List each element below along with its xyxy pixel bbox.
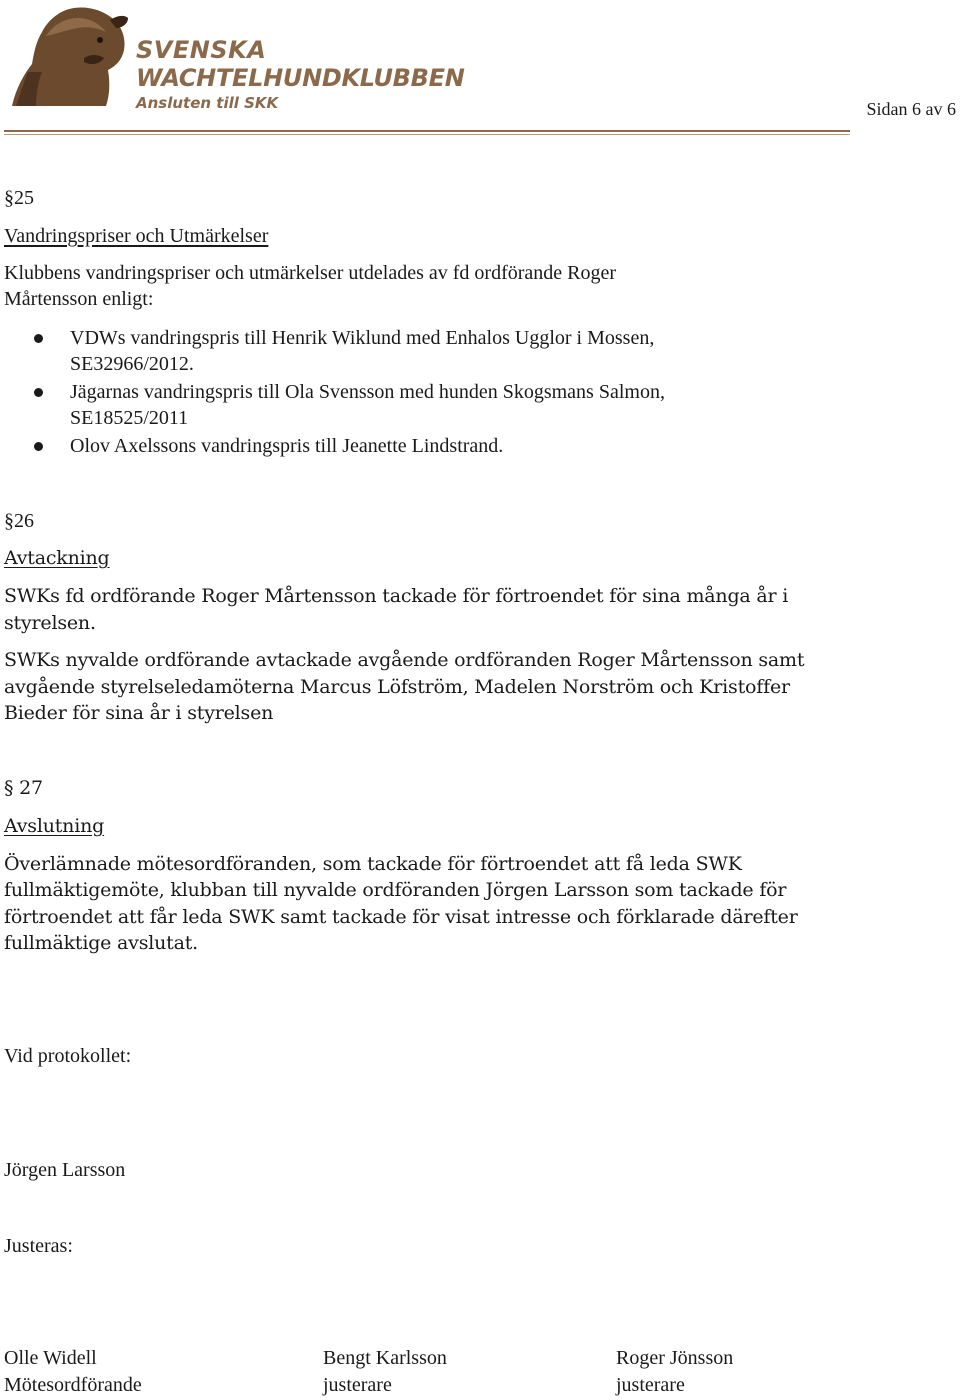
signer-role-3: justerare [616, 1374, 685, 1396]
signer-name-1: Olle Widell [4, 1347, 97, 1369]
section-26-para-1-line-2: styrelsen. [4, 612, 96, 634]
verified-label: Justeras: [4, 1235, 73, 1257]
section-heading-26: Avtackning [4, 547, 110, 569]
club-logo [6, 2, 476, 114]
header-divider [4, 130, 850, 132]
list-item-line-2: SE18525/2011 [70, 407, 189, 429]
section-25-intro-line-2: Mårtensson enligt: [4, 288, 154, 310]
section-27-para-1-line-2: fullmäktigemöte, klubban till nyvalde ordföranden Jörgen Larsson som tackade för [4, 879, 787, 901]
logo-text-club-name: WACHTELHUNDKLUBBEN [136, 64, 465, 92]
section-27-para-1-line-3: förtroendet att får leda SWK samt tackade för visat intresse och förklarade därefter [4, 906, 798, 928]
section-27-para-1-line-1: Överlämnade mötesordföranden, som tackade för förtroendet att få leda SWK [4, 853, 742, 875]
protocol-signer-name: Jörgen Larsson [4, 1159, 126, 1181]
bullet-icon [34, 388, 43, 397]
section-number-27: § 27 [4, 777, 43, 799]
logo-text-svenska: SVENSKA [136, 36, 267, 64]
section-27-para-1-line-4: fullmäktige avslutat. [4, 932, 199, 954]
signer-role-1: Mötesordförande [4, 1374, 142, 1396]
list-item-line-1: Olov Axelssons vandringspris till Jeanette Lindstrand. [70, 435, 504, 457]
bullet-icon [34, 334, 43, 343]
signer-name-3: Roger Jönsson [616, 1347, 734, 1369]
signer-name-2: Bengt Karlsson [323, 1347, 447, 1369]
list-item-line-1: VDWs vandringspris till Henrik Wiklund med Enhalos Ugglor i Mossen, [70, 327, 655, 349]
dog-head-logo-icon [6, 2, 136, 114]
section-26-para-1-line-1: SWKs fd ordförande Roger Mårtensson tackade för förtroendet för sina många år i [4, 585, 789, 607]
list-item [0, 433, 900, 459]
list-item-line-1: Jägarnas vandringspris till Ola Svensson med hunden Skogsmans Salmon, [70, 381, 665, 403]
section-heading-25: Vandringspriser och Utmärkelser [4, 225, 269, 247]
protocol-label: Vid protokollet: [4, 1045, 132, 1067]
page-number: Sidan 6 av 6 [866, 99, 956, 119]
section-26-para-2-line-2: avgående styrelseledamöterna Marcus Löfström, Madelen Norström och Kristoffer [4, 676, 790, 698]
section-26-para-2-line-1: SWKs nyvalde ordförande avtackade avgående ordföranden Roger Mårtensson samt [4, 649, 805, 671]
list-item [0, 325, 900, 377]
section-26-para-2-line-3: Bieder för sina år i styrelsen [4, 702, 274, 724]
list-item-line-2: SE32966/2012. [70, 353, 194, 375]
section-number-26: §26 [4, 510, 34, 532]
list-item [0, 379, 900, 431]
section-heading-27: Avslutning [4, 815, 105, 837]
logo-text-affiliation: Ansluten till SKK [136, 94, 279, 112]
bullet-icon [34, 442, 43, 451]
header-divider-thin [4, 134, 850, 135]
signer-role-2: justerare [323, 1374, 392, 1396]
section-25-intro-line-1: Klubbens vandringspriser och utmärkelser utdelades av fd ordförande Roger [4, 262, 617, 284]
section-number-25: §25 [4, 187, 34, 209]
